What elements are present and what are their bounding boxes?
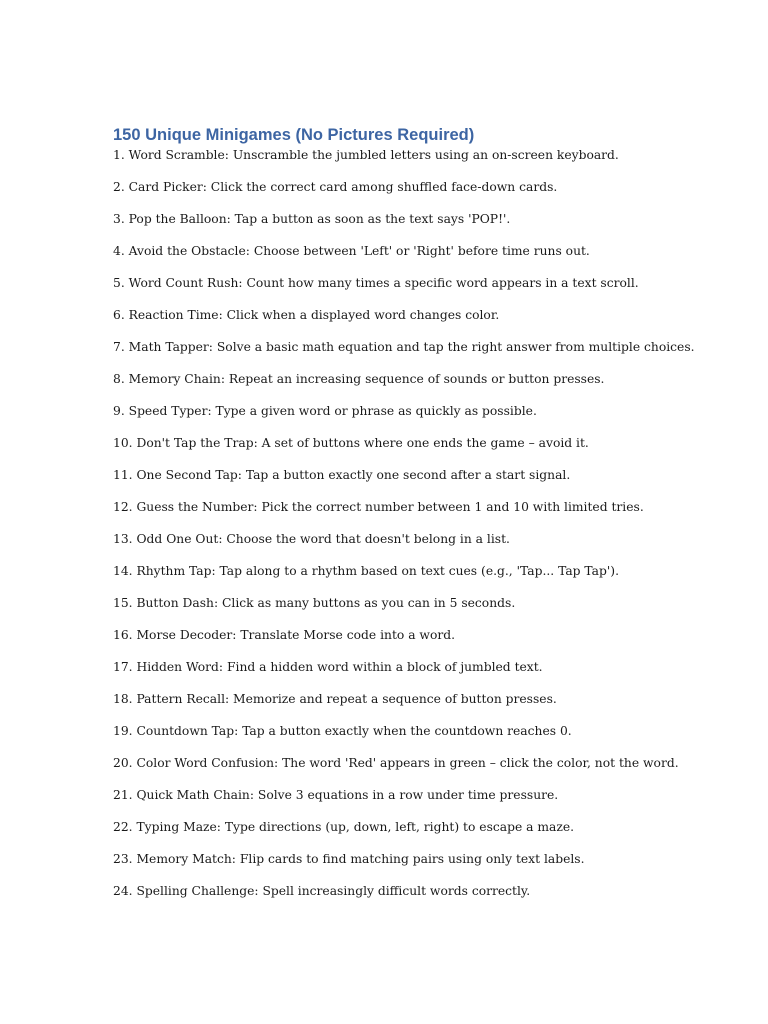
minigame-list (113, 147, 733, 899)
list-item: 4. Avoid the Obstacle: Choose between 'Left' or 'Right' before time runs out. (113, 244, 590, 258)
list-item: 3. Pop the Balloon: Tap a button as soon as the text says 'POP!'. (113, 212, 511, 226)
list-item: 16. Morse Decoder: Translate Morse code into a word. (113, 628, 456, 642)
list-item: 8. Memory Chain: Repeat an increasing sequence of sounds or button presses. (113, 372, 605, 386)
list-item: 24. Spelling Challenge: Spell increasingly difficult words correctly. (113, 884, 531, 898)
list-item: 21. Quick Math Chain: Solve 3 equations in a row under time pressure. (113, 788, 559, 802)
list-item: 7. Math Tapper: Solve a basic math equation and tap the right answer from multiple choices. (113, 340, 695, 354)
list-item: 6. Reaction Time: Click when a displayed word changes color. (113, 308, 500, 322)
list-item: 20. Color Word Confusion: The word 'Red' appears in green – click the color, not the word. (113, 756, 679, 770)
list-item: 14. Rhythm Tap: Tap along to a rhythm based on text cues (e.g., 'Tap... Tap Tap'). (113, 564, 619, 578)
list-item: 5. Word Count Rush: Count how many times a specific word appears in a text scroll. (113, 276, 639, 290)
list-item: 2. Card Picker: Click the correct card among shuffled face-down cards. (113, 180, 558, 194)
document-title: 150 Unique Minigames (No Pictures Required) (113, 126, 475, 144)
list-item: 18. Pattern Recall: Memorize and repeat a sequence of button presses. (113, 692, 557, 706)
list-item: 19. Countdown Tap: Tap a button exactly when the countdown reaches 0. (113, 724, 572, 738)
list-item: 1. Word Scramble: Unscramble the jumbled letters using an on-screen keyboard. (113, 148, 619, 162)
list-item: 17. Hidden Word: Find a hidden word within a block of jumbled text. (113, 660, 543, 674)
list-item: 10. Don't Tap the Trap: A set of buttons where one ends the game – avoid it. (113, 436, 589, 450)
list-item: 11. One Second Tap: Tap a button exactly one second after a start signal. (113, 468, 571, 482)
list-item: 15. Button Dash: Click as many buttons as you can in 5 seconds. (113, 596, 516, 610)
list-item: 13. Odd One Out: Choose the word that doesn't belong in a list. (113, 532, 510, 546)
list-item: 22. Typing Maze: Type directions (up, down, left, right) to escape a maze. (113, 820, 575, 834)
list-item: 9. Speed Typer: Type a given word or phrase as quickly as possible. (113, 404, 537, 418)
list-item: 12. Guess the Number: Pick the correct number between 1 and 10 with limited tries. (113, 500, 644, 514)
list-item: 23. Memory Match: Flip cards to find matching pairs using only text labels. (113, 852, 585, 866)
document-page (113, 125, 733, 915)
